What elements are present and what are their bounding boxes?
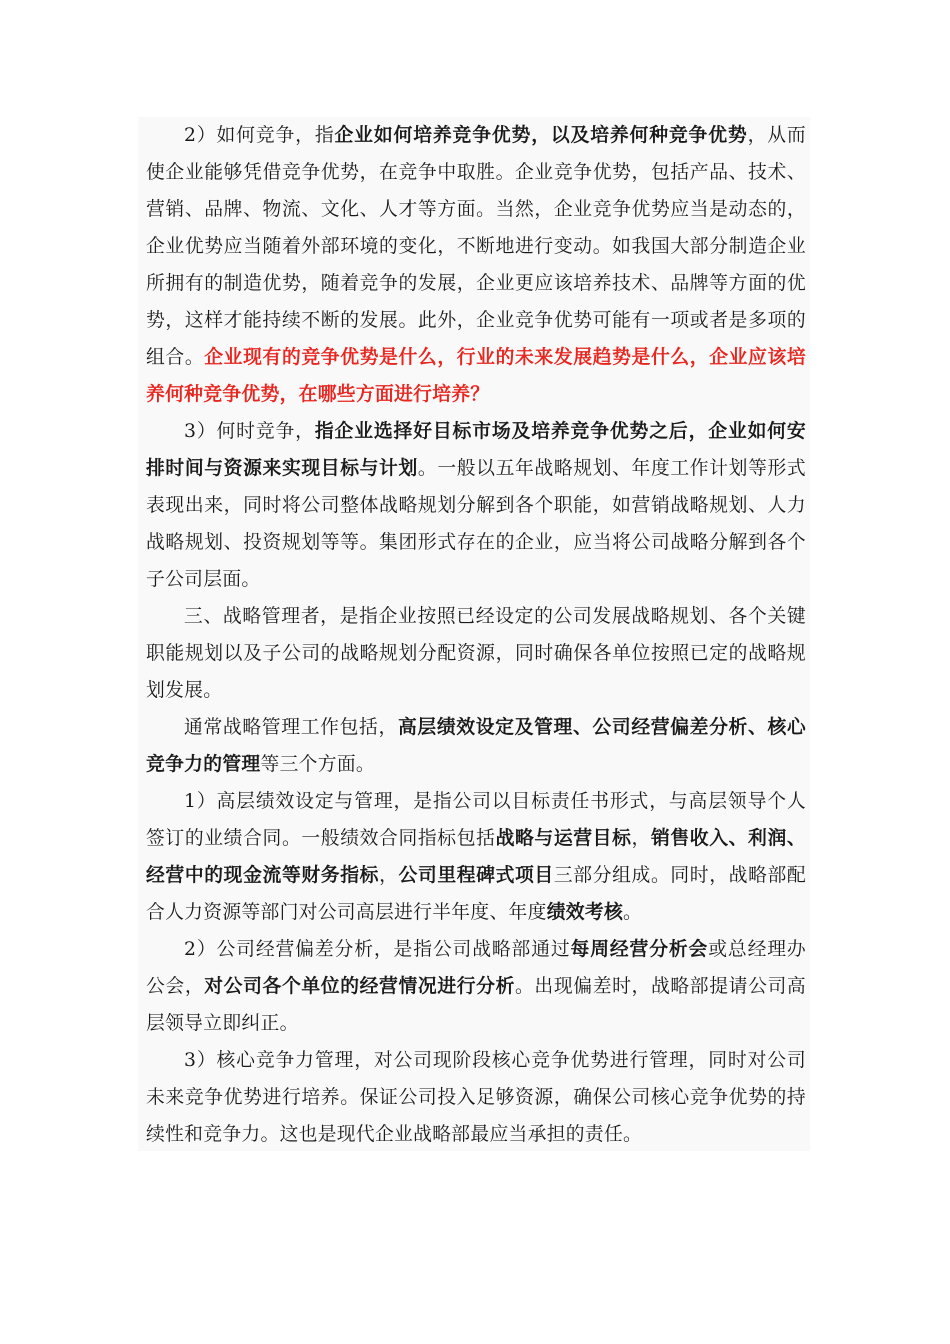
text-run: 三部分组成。同时，战略部配合人力资源等部门对公司高层进行半年度、年度 bbox=[146, 865, 806, 923]
paragraph-deviation-analysis bbox=[146, 931, 806, 1042]
paragraph-management-work bbox=[146, 709, 806, 783]
bold-text-run: 企业如何培养竞争优势，以及培养何种竞争优势 bbox=[334, 124, 748, 146]
paragraph-strategy-manager bbox=[146, 598, 806, 709]
bold-text-run: 战略与运营目标 bbox=[495, 827, 632, 849]
paragraph-core-competence bbox=[146, 1042, 806, 1153]
text-run: ， bbox=[379, 865, 399, 886]
bold-text-run: 每周经营分析会 bbox=[570, 938, 709, 960]
text-run: 2）公司经营偏差分析，是指公司战略部通过 bbox=[184, 939, 571, 960]
text-run: 2）如何竞争，指 bbox=[184, 125, 335, 146]
bold-text-run: 公司里程碑式项目 bbox=[398, 864, 554, 886]
highlighted-question: 企业现有的竞争优势是什么，行业的未来发展趋势是什么，企业应该培养何种竞争优势，在哪些方面进行培养？ bbox=[146, 346, 806, 405]
paragraph-how-to-compete bbox=[146, 117, 806, 413]
text-run: 1）高层绩效设定与管理，是指公司以目标责任书形式，与高层领导个人签订的业绩合同。一般绩效合同指标包括 bbox=[146, 791, 806, 849]
text-run: 通常战略管理工作包括， bbox=[184, 717, 398, 738]
text-run: 3）何时竞争， bbox=[184, 421, 315, 442]
text-run: 3）核心竞争力管理，对公司现阶段核心竞争优势进行管理，同时对公司未来竞争优势进行培养。保证公司投入足够资源，确保公司核心竞争优势的持续性和竞争力。这也是现代企业战略部最应当承担的责任。 bbox=[146, 1050, 806, 1145]
bold-text-run: 指企业选择好目标市场及培养竞争优势之后，企业如何安排时间与资源来实现目标与计划 bbox=[146, 420, 806, 479]
text-run: 三、战略管理者，是指企业按照已经设定的公司发展战略规划、各个关键职能规划以及子公司的战略规划分配资源，同时确保各单位按照已定的战略规划发展。 bbox=[146, 606, 806, 701]
text-run: 或总经理办公会， bbox=[146, 939, 806, 997]
paragraph-when-to-compete bbox=[146, 413, 806, 598]
bold-text-run: 对公司各个单位的经营情况进行分析 bbox=[204, 975, 516, 997]
text-run: ， bbox=[631, 828, 651, 849]
text-run: 。出现偏差时，战略部提请公司高层领导立即纠正。 bbox=[146, 976, 806, 1034]
text-run: 。一般以五年战略规划、年度工作计划等形式表现出来，同时将公司整体战略规划分解到各个职能，如营销战略规划、人力战略规划、投资规划等等。集团形式存在的企业，应当将公司战略分解到各个子公司层面。 bbox=[146, 458, 806, 590]
bold-text-run: 绩效考核 bbox=[546, 901, 624, 923]
bold-text-run: 高层绩效设定及管理、公司经营偏差分析、核心竞争力的管理 bbox=[146, 716, 806, 775]
text-run: 等三个方面。 bbox=[260, 754, 375, 775]
text-run: ，从而使企业能够凭借竞争优势，在竞争中取胜。企业竞争优势，包括产品、技术、营销、品牌、物流、文化、人才等方面。当然，企业竞争优势应当是动态的，企业优势应当随着外部环境的变化，不断地进行变动。如我国大部分制造企业所拥有的制造优势，随着竞争的发展，企业更应该培养技术、品牌等方面的优势，这样才能持续不断的发展。此外，企业竞争优势可能有一项或者是多项的组合。 bbox=[146, 125, 806, 368]
document-body bbox=[138, 117, 810, 1151]
text-run: 。 bbox=[623, 902, 643, 923]
bold-text-run: 销售收入、利润、经营中的现金流等财务指标 bbox=[146, 827, 806, 886]
paragraph-performance-management bbox=[146, 783, 806, 931]
